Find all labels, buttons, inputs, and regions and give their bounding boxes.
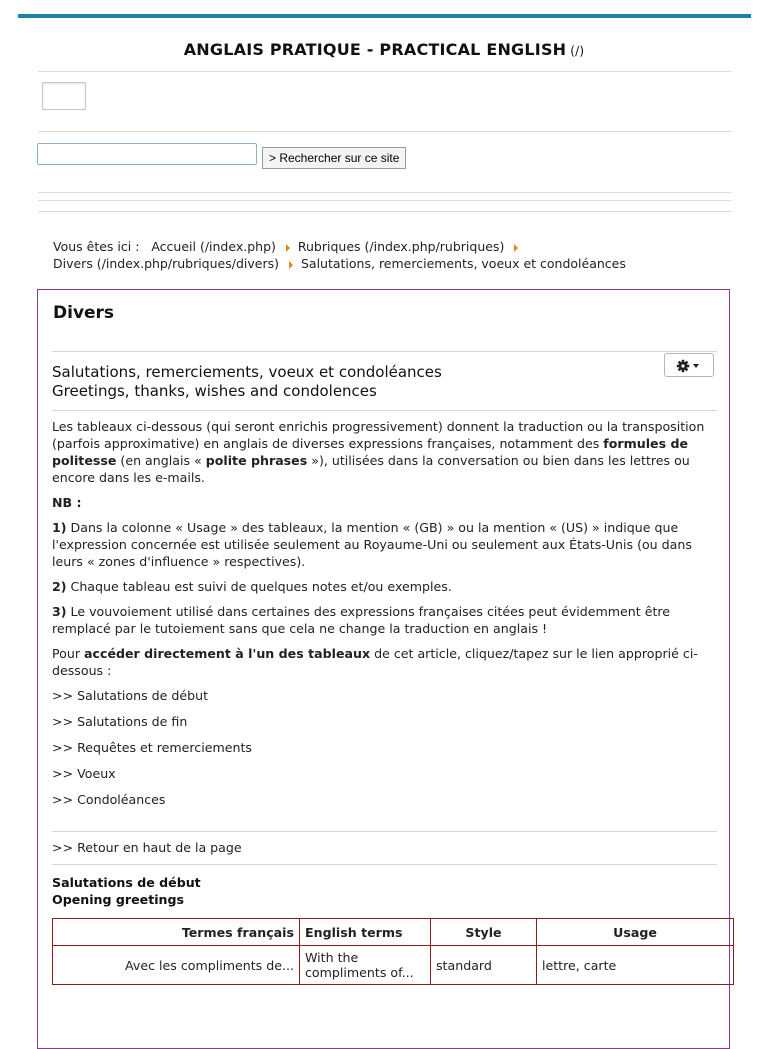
table-row <box>53 946 734 985</box>
access-bold: accéder directement à l'un des tableaux <box>84 646 371 661</box>
note-1 <box>52 519 720 570</box>
breadcrumb-separator-icon <box>289 261 293 269</box>
col-header-french: Termes français <box>53 919 300 946</box>
links-divider <box>52 831 717 832</box>
category-title: Divers <box>53 303 115 323</box>
link-requetes-remerciements[interactable]: >> Requêtes et remerciements <box>52 740 252 755</box>
article-title <box>52 363 442 401</box>
back-to-top-divider <box>52 864 717 865</box>
article-tools-button[interactable] <box>664 353 714 377</box>
section-heading <box>52 874 201 908</box>
note-3-text: Le vouvoiement utilisé dans certaines des expressions françaises citées peut évidemment être remplacé par le tutoiement sans que cela ne change la traduction en anglais ! <box>52 604 671 636</box>
note-2 <box>52 578 720 595</box>
article-panel <box>37 289 730 1049</box>
col-header-english: English terms <box>300 919 431 946</box>
note-2-number: 2) <box>52 579 67 594</box>
breadcrumb-separator-icon <box>514 244 518 252</box>
note-3-number: 3) <box>52 604 67 619</box>
nav-divider-1 <box>38 192 731 193</box>
caret-down-icon <box>693 364 699 368</box>
breadcrumb-item-current: Salutations, remerciements, voeux et condoléances <box>300 256 626 271</box>
intro-bold-1: formules de politesse <box>52 436 689 468</box>
header-divider-2 <box>38 131 731 132</box>
table-header-row <box>53 919 734 946</box>
access-paragraph <box>52 645 720 679</box>
access-text-1: Pour <box>52 646 85 661</box>
title-divider <box>52 351 717 352</box>
breadcrumb-label: Vous êtes ici : <box>53 239 140 254</box>
site-title-text[interactable]: ANGLAIS PRATIQUE - PRACTICAL ENGLISH <box>183 40 567 59</box>
breadcrumb-separator-icon <box>286 244 290 252</box>
section-heading-fr: Salutations de début <box>52 875 201 890</box>
breadcrumb <box>53 238 753 272</box>
note-2-text: Chaque tableau est suivi de quelques notes et/ou exemples. <box>66 579 452 594</box>
table-cell: standard <box>431 946 537 985</box>
intro-paragraph <box>52 418 720 486</box>
site-title[interactable] <box>0 40 768 59</box>
intro-text-2: (en anglais « <box>116 453 206 468</box>
note-3 <box>52 603 720 637</box>
table-cell: With the compliments of... <box>300 946 431 985</box>
back-to-top-link[interactable]: >> Retour en haut de la page <box>52 840 242 855</box>
article-body <box>52 418 720 817</box>
article-title-en: Greetings, thanks, wishes and condolences <box>52 382 377 400</box>
nb-label <box>52 494 720 511</box>
top-accent-bar <box>18 14 751 18</box>
link-condoleances[interactable]: >> Condoléances <box>52 792 166 807</box>
note-1-text: Dans la colonne « Usage » des tableaux, la mention « (GB) » ou la mention « (US) » indique que l'expression concernée est utilisée seulement au Royaume-Uni ou seulement aux États-Unis (ou dans leurs « zones d'influence » respectives). <box>52 520 692 569</box>
intro-text-3: »), utilisées dans la conversation ou bien dans les lettres ou encore dans les e-mails. <box>52 453 690 485</box>
search-button[interactable]: > Rechercher sur ce site <box>262 147 406 169</box>
col-header-style: Style <box>431 919 537 946</box>
site-title-link[interactable]: (/) <box>570 44 585 58</box>
access-text-2: de cet article, cliquez/tapez sur le lien approprié ci-dessous : <box>52 646 698 678</box>
intro-bold-2: polite phrases <box>205 453 308 468</box>
search-input[interactable] <box>37 143 257 165</box>
note-1-number: 1) <box>52 520 67 535</box>
link-voeux[interactable]: >> Voeux <box>52 766 116 781</box>
nav-divider-3 <box>38 211 731 212</box>
section-heading-en: Opening greetings <box>52 892 185 907</box>
table-cell: Avec les compliments de... <box>53 946 300 985</box>
breadcrumb-item-accueil[interactable]: Accueil (/index.php) <box>151 239 276 254</box>
link-salutations-debut[interactable]: >> Salutations de début <box>52 688 209 703</box>
intro-text-1: Les tableaux ci-dessous (qui seront enrichis progressivement) donnent la traduction ou la transposition (parfois approximative) en anglais de diverses expressions françaises, notamment des <box>52 419 705 451</box>
table-cell: lettre, carte <box>537 946 734 985</box>
empty-box <box>42 82 86 110</box>
breadcrumb-item-divers[interactable]: Divers (/index.php/rubriques/divers) <box>53 256 279 271</box>
gear-icon <box>676 359 702 373</box>
opening-greetings-table <box>52 918 734 985</box>
article-title-fr: Salutations, remerciements, voeux et condoléances <box>52 363 442 381</box>
article-title-divider <box>52 410 717 411</box>
col-header-usage: Usage <box>537 919 734 946</box>
nav-divider-2 <box>38 200 731 201</box>
breadcrumb-item-rubriques[interactable]: Rubriques (/index.php/rubriques) <box>297 239 505 254</box>
nb-text: NB : <box>52 495 82 510</box>
link-salutations-fin[interactable]: >> Salutations de fin <box>52 714 188 729</box>
header-divider <box>38 71 731 72</box>
